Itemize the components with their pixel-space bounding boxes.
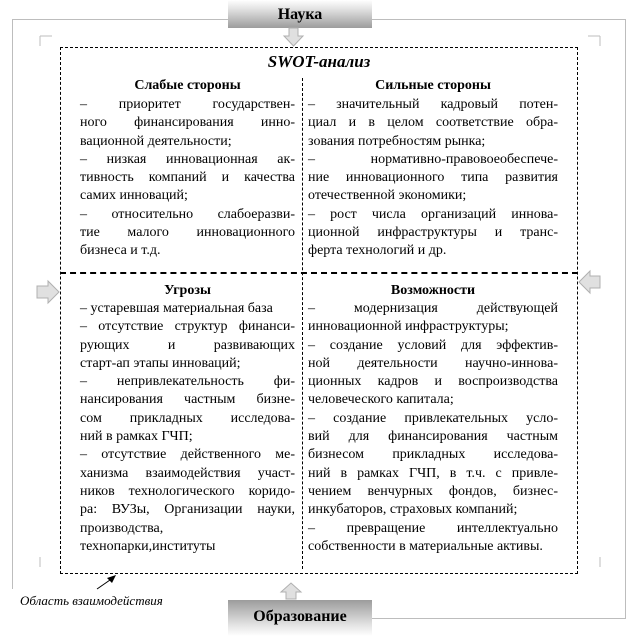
caption-pointer: [97, 580, 110, 589]
text-line: самих инноваций;: [80, 188, 188, 204]
text-line: – рост числа организаций иннова-: [308, 206, 558, 222]
text-line: отечественной экономики;: [308, 188, 467, 204]
science-banner: Наука: [228, 0, 372, 28]
text-line: – превращение интеллектуально: [308, 520, 558, 536]
vertical-divider: [302, 78, 303, 569]
weaknesses-text: [80, 96, 295, 261]
text-line: – отсутствие структур финанси-: [80, 319, 295, 335]
strengths-text: [308, 96, 558, 261]
education-banner: Образование: [228, 600, 372, 636]
text-line: технопарки,институты: [80, 538, 216, 554]
text-line: бизнеса и т.д.: [80, 243, 161, 259]
interaction-area-caption: Область взаимодействия: [20, 593, 163, 608]
down-arrow-icon: [284, 28, 303, 46]
text-line: ной деятельности научно-иннова-: [308, 355, 558, 371]
text-line: нансирования частным бизне-: [80, 392, 295, 408]
text-line: бизнесом прикладных исследова-: [308, 447, 558, 463]
strengths-heading: Сильные стороны: [375, 78, 491, 93]
text-line: инкубаторов, страховых компаний;: [308, 502, 518, 518]
text-line: ний в рамках ГЧП;: [80, 429, 193, 445]
right-arrow-icon: [37, 281, 59, 303]
text-line: рующих и развивающих: [80, 337, 295, 353]
text-line: – создание привлекательных усло-: [308, 410, 558, 426]
text-line: инновационной инфраструктуры;: [308, 319, 509, 335]
text-line: циал и в целом соответствие обра-: [308, 115, 558, 131]
caption-pointer-arrowhead-icon: [107, 575, 116, 583]
text-line: ного финансирования инно-: [80, 115, 295, 131]
text-line: собственности в материальные активы.: [308, 538, 543, 554]
text-line: – отсутствие действенного ме-: [80, 447, 295, 463]
up-arrow-icon: [281, 583, 301, 599]
opportunities-heading: Возможности: [390, 283, 476, 298]
text-line: тие малого инновационного: [80, 225, 295, 241]
text-line: – относительно слабоеразви-: [80, 206, 295, 222]
text-line: тивность компаний и качества: [80, 170, 295, 186]
text-line: ников технологического коридо-: [80, 483, 295, 499]
left-arrow-icon: [579, 271, 600, 293]
text-line: человеческого капитала;: [308, 392, 454, 408]
horizontal-divider: [60, 272, 578, 274]
text-line: производства,: [80, 520, 164, 536]
text-line: – низкая инновационная ак-: [80, 151, 295, 167]
threats-heading: Угрозы: [164, 283, 211, 298]
weaknesses-heading: Слабые стороны: [134, 78, 241, 93]
text-line: ферта технологий и др.: [308, 243, 447, 259]
text-line: ционной инфраструктуры и транс-: [308, 225, 558, 241]
text-line: ционных кадров и воспроизводства: [308, 374, 558, 390]
text-line: – нормативно-правовоеобеспече-: [308, 151, 558, 167]
text-line: ний в рамках ГЧП, в т.ч. с привле-: [308, 465, 558, 481]
text-line: – непривлекательность фи-: [80, 374, 295, 390]
text-line: чением венчурных фондов, бизнес-: [308, 483, 558, 499]
text-line: – устаревшая материальная база: [80, 301, 273, 316]
text-line: вий для финансирования частным: [308, 429, 558, 445]
text-line: ра: ВУЗы, Организации науки,: [80, 502, 295, 518]
text-line: – приоритет государствен-: [80, 97, 295, 112]
text-line: старт-ап этапы инноваций;: [80, 355, 241, 371]
text-line: – значительный кадровый потен-: [308, 97, 558, 112]
opportunities-text: [308, 300, 558, 556]
threats-text: [80, 300, 295, 556]
text-line: сом прикладных исследова-: [80, 410, 295, 426]
swot-title: SWOT-анализ: [267, 52, 371, 71]
text-line: – создание условий для эффектив-: [308, 337, 558, 353]
text-line: – модернизация действующей: [308, 301, 558, 316]
text-line: зования потребностям рынка;: [308, 133, 486, 149]
text-line: вационной деятельности;: [80, 133, 232, 149]
text-line: ханизма взаимодействия участ-: [80, 465, 295, 481]
text-line: ние инновационного типа развития: [308, 170, 558, 186]
